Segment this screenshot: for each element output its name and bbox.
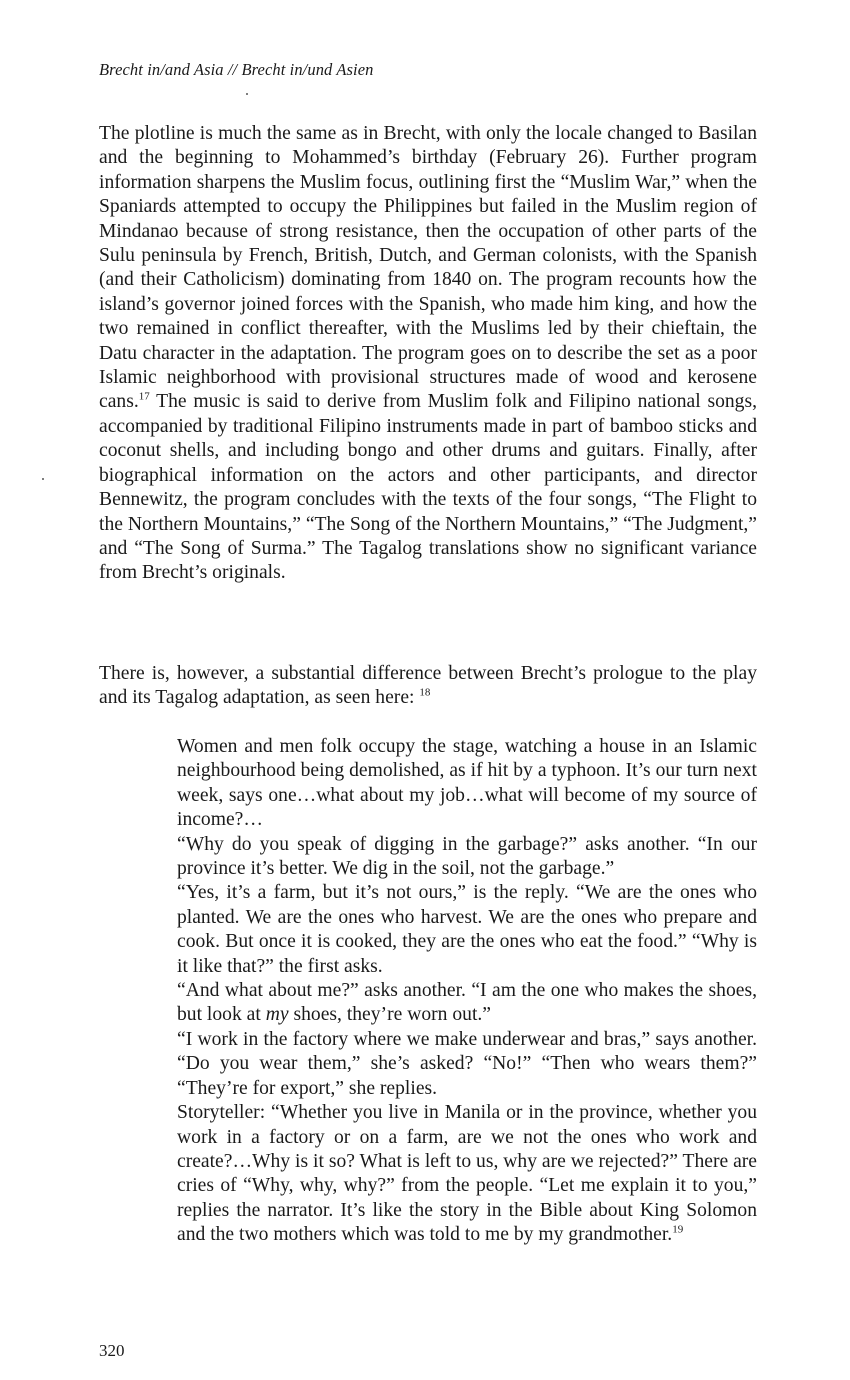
running-head: Brecht in/and Asia // Brecht in/und Asien [99,60,374,79]
quote-text: “And what about me?” asks another. “I am the one who makes the shoes, but look at [177,980,757,1026]
quote-text: shoes, they’re worn out.” [288,1004,491,1026]
footnote-marker: 17 [138,390,150,403]
paragraph-text: The plotline is much the same as in Brecht, with only the locale changed to Basilan and the beginning to Mohammed’s birthday (February 26). Further program information sharpens the Muslim focus, outlining first the “Muslim War,” when the Spaniards attempted to occupy the Philippines but failed in the Muslim region of Mindanao because of strong resistance, then the occupation of other parts of the Sulu peninsula by French, British, Dutch, and German colonists, with the Spanish (and their Catholicism) dominating from 1840 on. The program recounts how the island’s governor joined forces with the Spanish, who made him king, and how the two remained in conflict thereafter, with the Muslims led by their chieftain, the Datu character in the adaptation. The program goes on to describe the set as a poor Islamic neighborhood with provisional structures made of wood and kerosene cans. [99,123,757,413]
quote-paragraph: “I work in the factory where we make underwear and bras,” says another. “Do you wear them,” she’s asked? “No!” “Then who wears them?” “They’re for export,” she replies. [177,1028,757,1099]
quote-paragraph: Women and men folk occupy the stage, watching a house in an Islamic neighbourhood being demolished, as if hit by a typhoon. It’s our turn next week, says one…what about my job…what will become of my source of income?… [177,736,757,831]
block-quote [177,735,757,1248]
footnote-marker: 19 [672,1223,684,1236]
paragraph-text: The music is said to derive from Muslim folk and Filipino national songs, accompanied by traditional Filipino instruments made in part of bamboo sticks and coconut shells, and including bongo and other drums and guitars. Finally, after biographical information on the actors and other participants, and director Bennewitz, the program concludes with the texts of the four songs, “The Flight to the Northern Mountains,” “The Song of the Northern Mountains,” “The Judgment,” and “The Song of Surma.” The Tagalog translations show no significant variance from Brecht’s originals. [99,391,757,584]
emphasis-text: my [265,1004,289,1026]
page-number: 320 [99,1341,125,1360]
footnote-marker: 18 [419,686,431,699]
body-paragraph [99,662,757,711]
quote-paragraph [177,979,757,1028]
print-speck [42,478,44,480]
print-speck [246,93,248,95]
quote-paragraph: “Yes, it’s a farm, but it’s not ours,” is the reply. “We are the ones who planted. We are the ones who harvest. We are the ones who prepare and cook. But once it is cooked, they are the ones who eat the food.” “Why is it like that?” the first asks. [177,882,757,977]
quote-paragraph: “Why do you speak of digging in the garbage?” asks another. “In our province it’s better. We dig in the soil, not the garbage.” [177,833,757,880]
body-paragraph [99,122,757,586]
quote-text: Storyteller: “Whether you live in Manila or in the province, whether you work in a factory or on a farm, are we not the ones who work and create?…Why is it so? What is left to us, why are we rejected?” There are cries of “Why, why, why?” from the people. “Let me explain it to you,” replies the narrator. It’s like the story in the Bible about King Solomon and the two mothers which was told to me by my grandmother. [177,1102,757,1246]
paragraph-text: There is, however, a substantial difference between Brecht’s prologue to the play and its Tagalog adaptation, as seen here: [99,663,757,709]
quote-paragraph [177,1101,757,1247]
